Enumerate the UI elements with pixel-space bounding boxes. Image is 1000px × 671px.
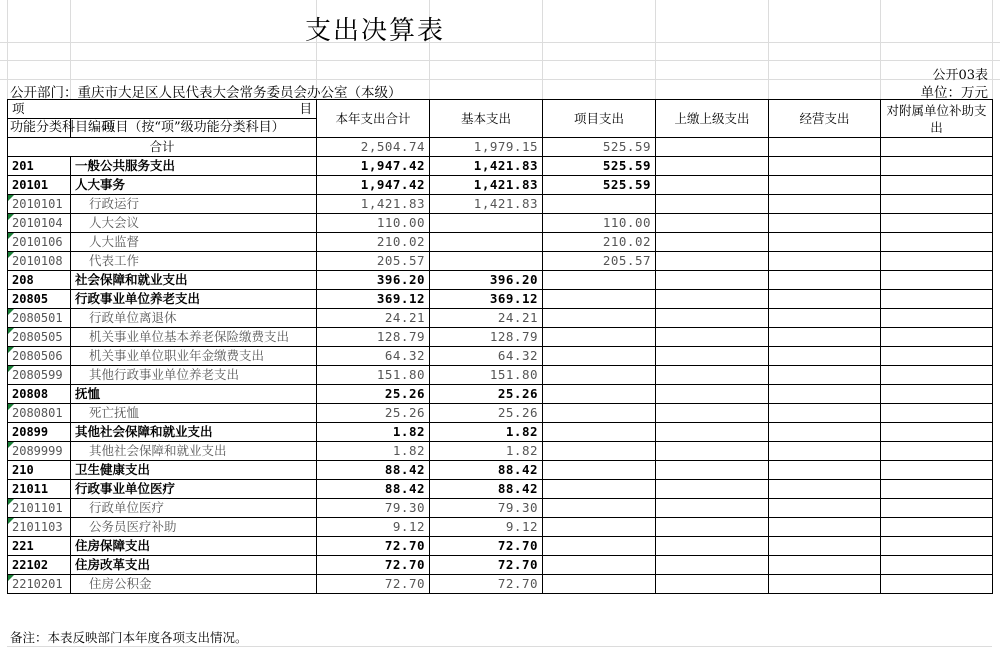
row-project xyxy=(543,518,656,537)
row-name: 机关事业单位职业年金缴费支出 xyxy=(71,347,317,366)
row-code: 201 xyxy=(8,157,71,176)
row-code: 210 xyxy=(8,461,71,480)
row-upper xyxy=(656,518,769,537)
table-row xyxy=(8,385,993,404)
row-business xyxy=(769,423,881,442)
header-upper: 上缴上级支出 xyxy=(656,100,769,138)
row-subsidy xyxy=(881,442,993,461)
table-row xyxy=(8,499,993,518)
row-code: 2080501 xyxy=(8,309,71,328)
row-business xyxy=(769,195,881,214)
row-code: 221 xyxy=(8,537,71,556)
row-upper xyxy=(656,271,769,290)
table-row xyxy=(8,195,993,214)
row-subsidy xyxy=(881,195,993,214)
sum-label: 合计 xyxy=(8,138,317,157)
row-name: 人大事务 xyxy=(71,176,317,195)
row-upper xyxy=(656,499,769,518)
row-project xyxy=(543,442,656,461)
unit-label: 单位：万元 xyxy=(920,85,988,101)
row-project xyxy=(543,537,656,556)
row-code: 20805 xyxy=(8,290,71,309)
row-project xyxy=(543,575,656,594)
row-upper xyxy=(656,575,769,594)
row-project xyxy=(543,404,656,423)
row-name: 公务员医疗补助 xyxy=(71,518,317,537)
header-project: 项目支出 xyxy=(543,100,656,138)
row-total: 64.32 xyxy=(317,347,430,366)
row-subsidy xyxy=(881,461,993,480)
sum-upper xyxy=(656,138,769,157)
row-upper xyxy=(656,309,769,328)
row-total: 369.12 xyxy=(317,290,430,309)
row-upper xyxy=(656,442,769,461)
row-subsidy xyxy=(881,366,993,385)
row-basic: 72.70 xyxy=(430,537,543,556)
row-total: 88.42 xyxy=(317,461,430,480)
row-code: 21011 xyxy=(8,480,71,499)
row-name: 行政事业单位医疗 xyxy=(71,480,317,499)
row-code: 20101 xyxy=(8,176,71,195)
header-business: 经营支出 xyxy=(769,100,881,138)
row-total: 205.57 xyxy=(317,252,430,271)
row-subsidy xyxy=(881,347,993,366)
table-row xyxy=(8,157,993,176)
row-upper xyxy=(656,537,769,556)
row-business xyxy=(769,347,881,366)
row-basic: 25.26 xyxy=(430,404,543,423)
row-business xyxy=(769,290,881,309)
row-project xyxy=(543,271,656,290)
sum-row xyxy=(8,138,993,157)
row-code: 2010104 xyxy=(8,214,71,233)
table-row xyxy=(8,575,993,594)
row-code: 2080599 xyxy=(8,366,71,385)
row-business xyxy=(769,575,881,594)
header-total: 本年支出合计 xyxy=(317,100,430,138)
row-basic: 88.42 xyxy=(430,461,543,480)
row-basic: 25.26 xyxy=(430,385,543,404)
header-item-left: 项 xyxy=(12,101,25,116)
row-name: 社会保障和就业支出 xyxy=(71,271,317,290)
header-item-right: 目 xyxy=(299,101,313,116)
row-name: 死亡抚恤 xyxy=(71,404,317,423)
row-total: 1.82 xyxy=(317,442,430,461)
row-project: 525.59 xyxy=(543,176,656,195)
row-upper xyxy=(656,195,769,214)
table-row xyxy=(8,176,993,195)
table-row xyxy=(8,309,993,328)
row-basic: 1,421.83 xyxy=(430,176,543,195)
row-upper xyxy=(656,347,769,366)
row-basic xyxy=(430,252,543,271)
row-code: 2080505 xyxy=(8,328,71,347)
row-upper xyxy=(656,480,769,499)
row-project xyxy=(543,328,656,347)
row-name: 其他社会保障和就业支出 xyxy=(71,423,317,442)
row-name: 行政运行 xyxy=(71,195,317,214)
row-basic: 1.82 xyxy=(430,442,543,461)
row-business xyxy=(769,157,881,176)
row-name: 行政事业单位养老支出 xyxy=(71,290,317,309)
row-name: 其他行政事业单位养老支出 xyxy=(71,366,317,385)
sum-project: 525.59 xyxy=(543,138,656,157)
row-basic: 64.32 xyxy=(430,347,543,366)
table-row xyxy=(8,366,993,385)
row-total: 25.26 xyxy=(317,404,430,423)
header-name: 项目（按“项”级功能分类科目） xyxy=(71,119,317,138)
row-name: 机关事业单位基本养老保险缴费支出 xyxy=(71,328,317,347)
row-business xyxy=(769,442,881,461)
row-name: 代表工作 xyxy=(71,252,317,271)
row-upper xyxy=(656,366,769,385)
row-code: 2080801 xyxy=(8,404,71,423)
sum-total: 2,504.74 xyxy=(317,138,430,157)
row-code: 2089999 xyxy=(8,442,71,461)
row-subsidy xyxy=(881,157,993,176)
row-basic: 396.20 xyxy=(430,271,543,290)
row-business xyxy=(769,404,881,423)
row-subsidy xyxy=(881,556,993,575)
row-upper xyxy=(656,556,769,575)
row-basic: 369.12 xyxy=(430,290,543,309)
row-total: 1.82 xyxy=(317,423,430,442)
row-code: 2080506 xyxy=(8,347,71,366)
row-name: 其他社会保障和就业支出 xyxy=(71,442,317,461)
row-subsidy xyxy=(881,518,993,537)
row-code: 2010101 xyxy=(8,195,71,214)
row-project xyxy=(543,499,656,518)
table-row xyxy=(8,404,993,423)
row-business xyxy=(769,176,881,195)
header-basic: 基本支出 xyxy=(430,100,543,138)
row-business xyxy=(769,328,881,347)
row-upper xyxy=(656,214,769,233)
row-code: 2101103 xyxy=(8,518,71,537)
row-name: 一般公共服务支出 xyxy=(71,157,317,176)
row-name: 人大监督 xyxy=(71,233,317,252)
row-project xyxy=(543,347,656,366)
row-basic: 9.12 xyxy=(430,518,543,537)
footnote: 备注：本表反映部门本年度各项支出情况。 xyxy=(10,630,248,645)
row-business xyxy=(769,271,881,290)
table-row xyxy=(8,480,993,499)
row-name: 行政单位医疗 xyxy=(71,499,317,518)
row-subsidy xyxy=(881,499,993,518)
header-code: 功能分类科目编码 xyxy=(8,119,71,138)
row-total: 79.30 xyxy=(317,499,430,518)
row-subsidy xyxy=(881,404,993,423)
row-subsidy xyxy=(881,328,993,347)
row-project xyxy=(543,290,656,309)
row-code: 2010108 xyxy=(8,252,71,271)
row-upper xyxy=(656,404,769,423)
row-project: 210.02 xyxy=(543,233,656,252)
sum-subsidy xyxy=(881,138,993,157)
row-project xyxy=(543,423,656,442)
row-code: 208 xyxy=(8,271,71,290)
page-title: 支出决算表 xyxy=(304,16,445,46)
row-upper xyxy=(656,252,769,271)
row-business xyxy=(769,309,881,328)
row-upper xyxy=(656,385,769,404)
row-subsidy xyxy=(881,252,993,271)
row-project xyxy=(543,556,656,575)
sum-business xyxy=(769,138,881,157)
row-basic: 151.80 xyxy=(430,366,543,385)
expenditure-table xyxy=(7,99,993,594)
row-code: 22102 xyxy=(8,556,71,575)
row-upper xyxy=(656,328,769,347)
row-code: 2101101 xyxy=(8,499,71,518)
department-label: 公开部门：重庆市大足区人民代表大会常务委员会办公室（本级） xyxy=(10,85,402,101)
row-project: 110.00 xyxy=(543,214,656,233)
table-row xyxy=(8,214,993,233)
table-row xyxy=(8,461,993,480)
row-total: 72.70 xyxy=(317,537,430,556)
row-business xyxy=(769,385,881,404)
row-subsidy xyxy=(881,214,993,233)
row-business xyxy=(769,499,881,518)
form-number: 公开03表 xyxy=(932,68,988,83)
table-row xyxy=(8,328,993,347)
row-subsidy xyxy=(881,537,993,556)
row-total: 72.70 xyxy=(317,556,430,575)
row-total: 9.12 xyxy=(317,518,430,537)
row-subsidy xyxy=(881,233,993,252)
row-total: 210.02 xyxy=(317,233,430,252)
row-business xyxy=(769,252,881,271)
row-basic: 72.70 xyxy=(430,556,543,575)
table-row xyxy=(8,518,993,537)
table-row xyxy=(8,290,993,309)
row-basic: 88.42 xyxy=(430,480,543,499)
row-subsidy xyxy=(881,575,993,594)
row-total: 24.21 xyxy=(317,309,430,328)
row-name: 人大会议 xyxy=(71,214,317,233)
row-name: 行政单位离退休 xyxy=(71,309,317,328)
row-basic: 79.30 xyxy=(430,499,543,518)
row-business xyxy=(769,537,881,556)
row-project xyxy=(543,309,656,328)
row-code: 2010106 xyxy=(8,233,71,252)
row-total: 1,947.42 xyxy=(317,157,430,176)
row-basic: 128.79 xyxy=(430,328,543,347)
row-project: 525.59 xyxy=(543,157,656,176)
row-total: 25.26 xyxy=(317,385,430,404)
row-total: 110.00 xyxy=(317,214,430,233)
table-row xyxy=(8,442,993,461)
row-subsidy xyxy=(881,271,993,290)
header-subsidy: 对附属单位补助支出 xyxy=(881,100,993,138)
row-project xyxy=(543,480,656,499)
row-subsidy xyxy=(881,480,993,499)
table-row xyxy=(8,347,993,366)
table-row xyxy=(8,252,993,271)
row-upper xyxy=(656,423,769,442)
table-row xyxy=(8,423,993,442)
row-business xyxy=(769,518,881,537)
row-subsidy xyxy=(881,309,993,328)
row-name: 抚恤 xyxy=(71,385,317,404)
row-total: 151.80 xyxy=(317,366,430,385)
row-name: 住房改革支出 xyxy=(71,556,317,575)
row-total: 128.79 xyxy=(317,328,430,347)
row-code: 2210201 xyxy=(8,575,71,594)
table-row xyxy=(8,556,993,575)
row-project xyxy=(543,385,656,404)
table-row xyxy=(8,537,993,556)
row-subsidy xyxy=(881,385,993,404)
header-item-cell xyxy=(8,100,317,119)
header-item-row xyxy=(8,100,993,119)
row-business xyxy=(769,214,881,233)
row-total: 72.70 xyxy=(317,575,430,594)
row-business xyxy=(769,556,881,575)
row-name: 住房保障支出 xyxy=(71,537,317,556)
row-name: 住房公积金 xyxy=(71,575,317,594)
row-total: 1,421.83 xyxy=(317,195,430,214)
row-business xyxy=(769,366,881,385)
row-basic xyxy=(430,233,543,252)
row-total: 1,947.42 xyxy=(317,176,430,195)
table-row xyxy=(8,233,993,252)
row-business xyxy=(769,480,881,499)
row-total: 396.20 xyxy=(317,271,430,290)
row-basic xyxy=(430,214,543,233)
row-basic: 1.82 xyxy=(430,423,543,442)
row-subsidy xyxy=(881,290,993,309)
row-basic: 24.21 xyxy=(430,309,543,328)
row-upper xyxy=(656,233,769,252)
row-total: 88.42 xyxy=(317,480,430,499)
row-subsidy xyxy=(881,176,993,195)
row-basic: 1,421.83 xyxy=(430,195,543,214)
row-code: 20899 xyxy=(8,423,71,442)
table-row xyxy=(8,271,993,290)
row-upper xyxy=(656,461,769,480)
row-upper xyxy=(656,157,769,176)
row-basic: 1,421.83 xyxy=(430,157,543,176)
row-business xyxy=(769,461,881,480)
row-project xyxy=(543,195,656,214)
footer-gridline xyxy=(7,646,992,647)
row-project xyxy=(543,366,656,385)
row-code: 20808 xyxy=(8,385,71,404)
sum-basic: 1,979.15 xyxy=(430,138,543,157)
row-basic: 72.70 xyxy=(430,575,543,594)
row-business xyxy=(769,233,881,252)
row-name: 卫生健康支出 xyxy=(71,461,317,480)
row-subsidy xyxy=(881,423,993,442)
row-upper xyxy=(656,176,769,195)
row-project xyxy=(543,461,656,480)
row-upper xyxy=(656,290,769,309)
row-project: 205.57 xyxy=(543,252,656,271)
